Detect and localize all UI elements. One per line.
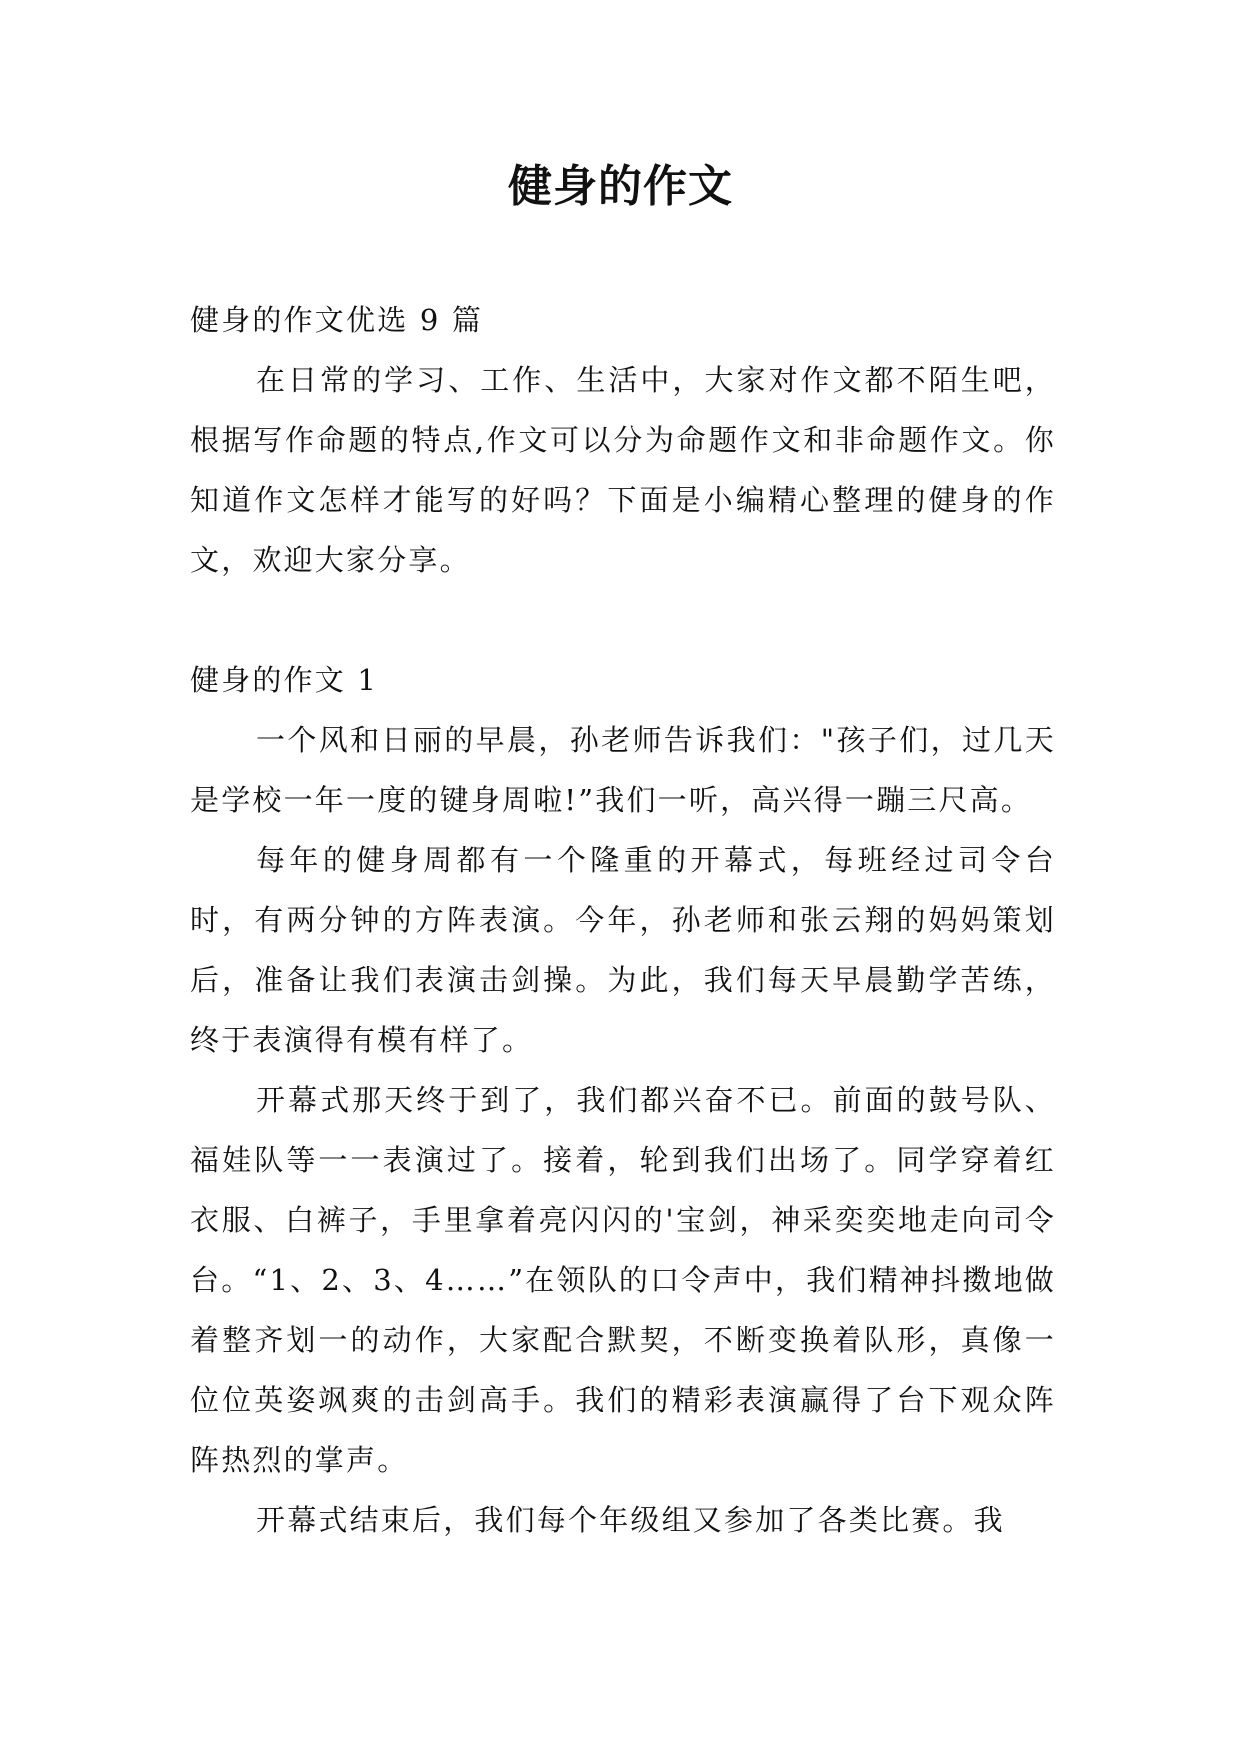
section-paragraph: 开幕式结束后，我们每个年级组又参加了各类比赛。我 xyxy=(256,1503,1005,1537)
intro-paragraph: 在日常的学习、工作、生活中，大家对作文都不陌生吧，根据写作命题的特点,作文可以分为命题作文和非命题作文。你知道作文怎样才能写的好吗？下面是小编精心整理的健身的作文，欢迎大家分享。 xyxy=(190,363,1056,577)
document-subtitle: 健身的作文优选 9 篇 xyxy=(190,303,484,337)
section-heading: 健身的作文 1 xyxy=(190,663,379,697)
section-paragraph: 开幕式那天终于到了，我们都兴奋不已。前面的鼓号队、福娃队等一一表演过了。接着，轮到我们出场了。同学穿着红衣服、白裤子，手里拿着亮闪闪的'宝剑，神采奕奕地走向司令台。“1、2、3、4……”在领队的口令声中，我们精神抖擞地做着整齐划一的动作，大家配合默契，不断变换着队形，真像一位位英姿飒爽的击剑高手。我们的精彩表演赢得了台下观众阵阵热烈的掌声。 xyxy=(190,1083,1056,1477)
section-paragraph: 每年的健身周都有一个隆重的开幕式，每班经过司令台时，有两分钟的方阵表演。今年，孙老师和张云翔的妈妈策划后，准备让我们表演击剑操。为此，我们每天早晨勤学苦练，终于表演得有模有样了。 xyxy=(190,843,1056,1057)
document-title: 健身的作文 xyxy=(508,161,733,212)
document-body xyxy=(190,290,1056,1550)
section-paragraph: 一个风和日丽的早晨，孙老师告诉我们："孩子们，过几天是学校一年一度的键身周啦!”我们一听，高兴得一蹦三尺高。 xyxy=(190,723,1056,817)
